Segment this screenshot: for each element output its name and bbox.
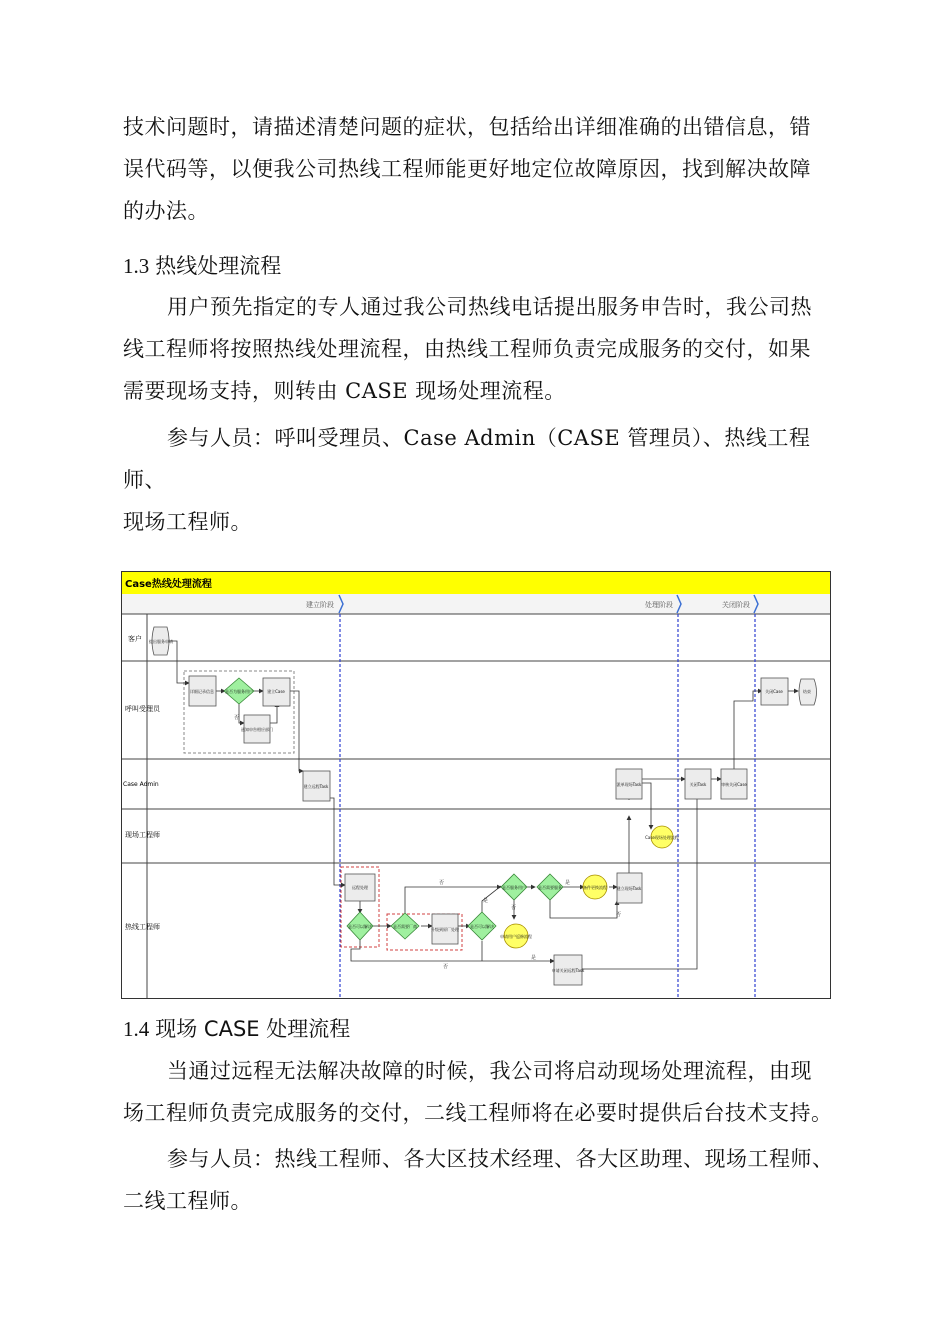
label-no-3: 否 — [511, 905, 517, 911]
section-1-3-heading — [123, 251, 281, 281]
section-1-4-number: 1.4 — [123, 1017, 150, 1041]
node-label-20: 备件更换流程 — [583, 885, 607, 890]
lane-case-admin: Case Admin — [123, 781, 159, 788]
diagram-title-bar — [122, 572, 830, 594]
s13-p2-line-2: 现场工程师。 — [123, 510, 252, 534]
s14-p2-line-1: 参与人员：热线工程师、各大区技术经理、各大区助理、现场工程师、 — [167, 1147, 834, 1171]
node-label-23: 申请关闭远程Task — [551, 968, 585, 973]
s14-p1-line-2: 场工程师负责完成服务的交付，二线工程师将在必要时提供后台技术支持。 — [123, 1101, 833, 1125]
node-label-7: 结束 — [803, 689, 811, 694]
hotline-process-diagram — [121, 571, 831, 999]
node-label-13: 远程处理 — [352, 885, 368, 890]
node-label-16: 升级到原厂处理 — [431, 927, 459, 932]
node-label-4: 建立Case — [267, 689, 285, 694]
node-label-21: 建立现场Task — [616, 886, 642, 891]
section-1-4-title: 现场 CASE 处理流程 — [155, 1017, 351, 1041]
node-label-14: 是否可以解决 — [348, 924, 372, 929]
intro-line-3: 的办法。 — [123, 199, 209, 223]
section-1-4-heading — [123, 1014, 350, 1044]
label-no-4: 否 — [616, 912, 622, 918]
lane-field-engineer: 现场工程师 — [125, 831, 160, 839]
label-no-1: 否 — [234, 715, 240, 721]
s14-p1-line-1: 当通过远程无法解决故障的时候，我公司将启动现场处理流程，由现 — [167, 1059, 812, 1083]
s13-p2-line-1: 参与人员：呼叫受理员、Case Admin（CASE 管理员）、热线工程师、 — [123, 426, 811, 492]
node-label-2: 详细记录信息 — [190, 689, 214, 694]
node-label-19: 是否需要服务 — [538, 885, 562, 890]
node-label-22: 申请用户返修流程 — [500, 934, 532, 939]
label-yes-3: 是 — [531, 955, 537, 961]
phase-label-processing: 处理阶段 — [645, 601, 673, 609]
intro-paragraph — [123, 106, 838, 232]
node-label-10: 关闭Task — [689, 782, 707, 787]
s13-p1-line-2: 线工程师将按照热线处理流程，由热线工程师负责完成服务的交付，如果 — [123, 337, 811, 361]
node-label-6: 关闭Case — [765, 689, 783, 694]
node-label-3: 是否为服务用户 — [225, 689, 253, 694]
phase-label-closing: 关闭阶段 — [722, 601, 750, 609]
label-yes-1: 是 — [565, 880, 571, 886]
lane-customer: 客户 — [128, 635, 142, 643]
node-label-12: Case现场处理流程 — [645, 835, 679, 840]
section-1-4-paragraph-2 — [123, 1138, 838, 1222]
node-label-15: 是否需要厂商 — [393, 924, 417, 929]
node-label-17: 是否可以解决 — [470, 924, 494, 929]
phase-label-setup: 建立阶段 — [306, 601, 334, 609]
section-1-3-paragraph-1 — [123, 286, 838, 412]
node-label-11: 审核关闭Case — [721, 782, 747, 787]
s14-p2-line-2: 二线工程师。 — [123, 1189, 252, 1213]
node-label-5: 通知申告相应部门 — [241, 727, 273, 732]
diagram-title: Case热线处理流程 — [125, 579, 212, 590]
section-1-4-paragraph-1 — [123, 1050, 838, 1134]
label-yes-2: 是 — [483, 898, 489, 904]
s13-p1-line-3: 需要现场支持，则转由 CASE 现场处理流程。 — [123, 379, 566, 403]
node-label-8: 建立远程Task — [303, 784, 329, 789]
lane-call-agent: 呼叫受理员 — [125, 705, 160, 713]
label-no-5: 否 — [443, 964, 449, 970]
node-label-18: 是否服务用户 — [502, 885, 526, 890]
lane-hotline-engineer: 热线工程师 — [125, 923, 160, 931]
intro-line-1: 技术问题时，请描述清楚问题的症状，包括给出详细准确的出错信息，错 — [123, 115, 811, 139]
node-label-1: 提出服务申请 — [149, 639, 173, 644]
s13-p1-line-1: 用户预先指定的专人通过我公司热线电话提出服务申告时，我公司热 — [167, 295, 812, 319]
intro-line-2: 误代码等，以便我公司热线工程师能更好地定位故障原因，找到解决故障 — [123, 157, 811, 181]
section-1-3-paragraph-2 — [123, 417, 838, 543]
section-1-3-title: 热线处理流程 — [155, 254, 282, 278]
label-no-2: 否 — [439, 880, 445, 886]
node-label-9: 派单现场Task — [616, 782, 642, 787]
section-1-3-number: 1.3 — [123, 254, 150, 278]
